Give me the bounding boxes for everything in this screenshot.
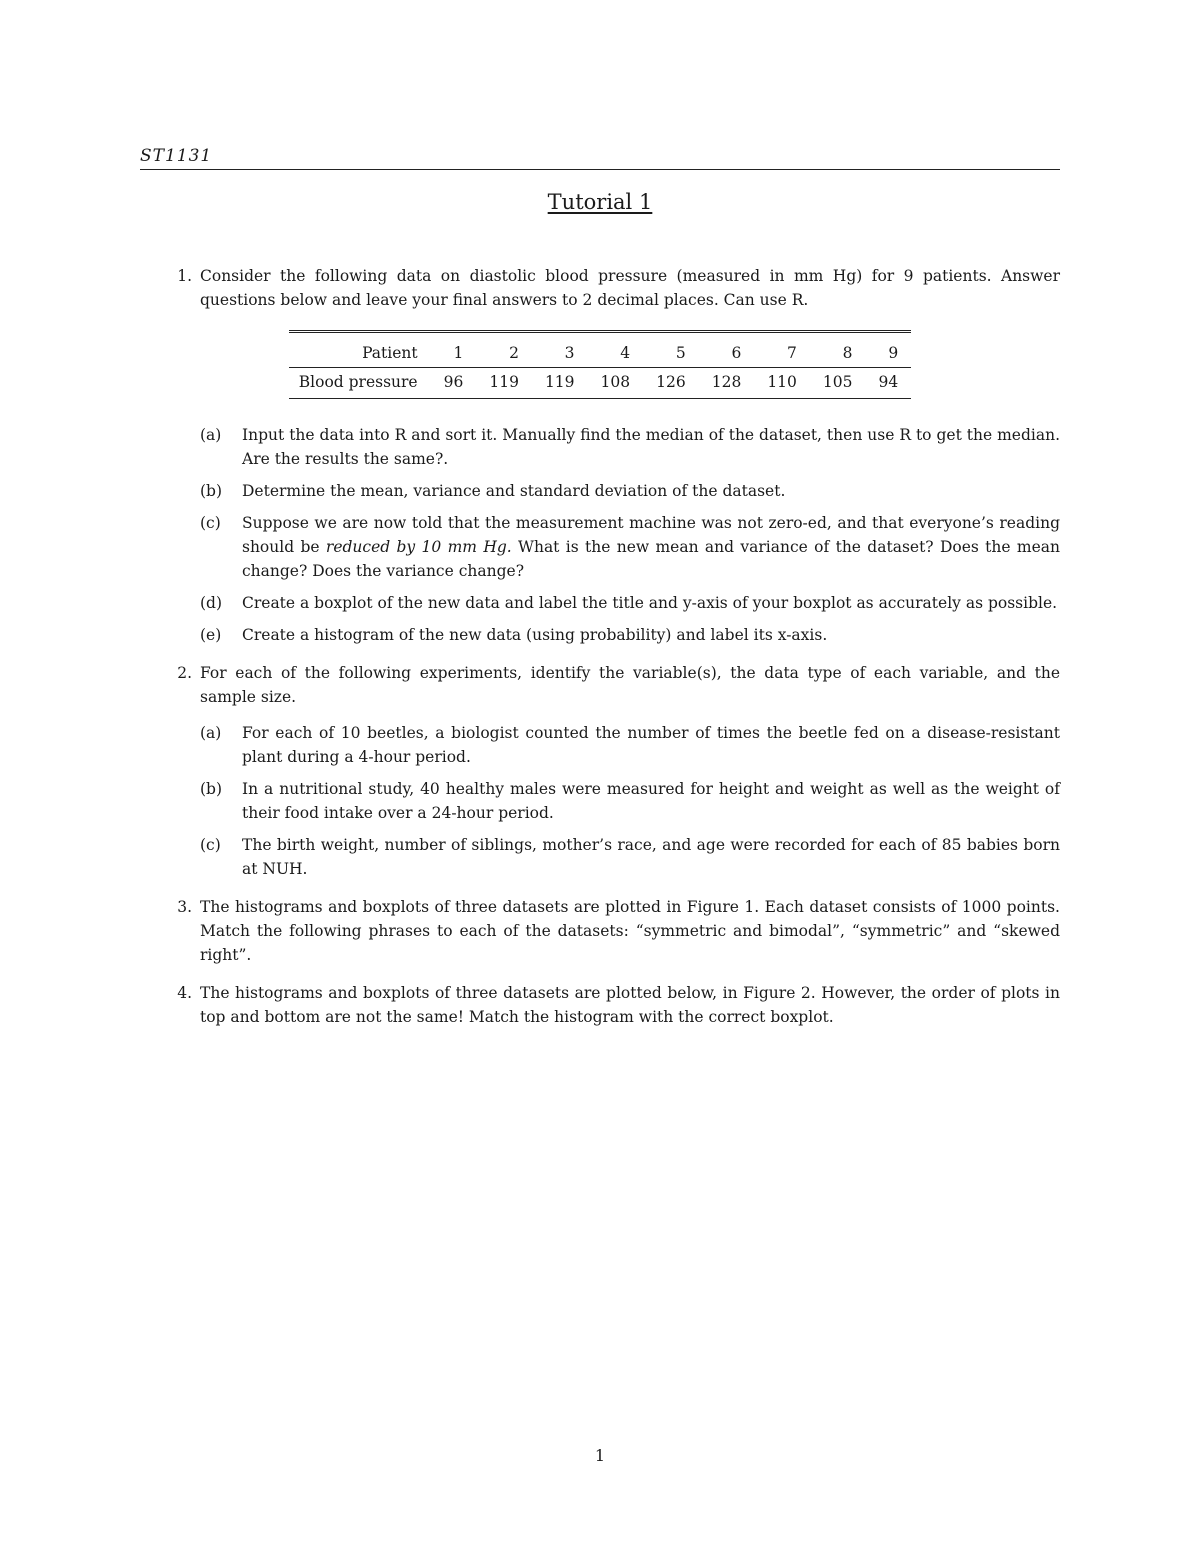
table-cell: 105 [822,373,853,391]
table-cell: 1 [431,332,477,368]
table-cell: 9 [866,332,912,368]
blood-pressure-table-wrap [200,330,1060,399]
question-text: Consider the following data on diastolic blood pressure (measured in mm Hg) for 9 patients. Answer questions below and leave your final answers to 2 decimal places. Can use R. [200,267,1060,309]
part-label: (c) [200,836,221,854]
question-part-b [200,777,1060,825]
question-text: For each of the following experiments, identify the variable(s), the data type of each variable, and the sample size. [200,664,1060,706]
question-1 [140,264,1060,647]
page-title [0,190,1200,214]
part-text: In a nutritional study, 40 healthy males were measured for height and weight as well as the weight of their food intake over a 24-hour period. [242,780,1060,822]
table-cell: 7 [754,332,810,368]
part-text: Create a boxplot of the new data and label the title and y-axis of your boxplot as accurately as possible. [242,594,1058,612]
table-cell: 119 [544,373,575,391]
question-number: 1. [177,267,192,285]
question-parts [200,721,1060,881]
part-text-emphasis: reduced by 10 mm Hg. [325,538,512,556]
part-text: For each of 10 beetles, a biologist counted the number of times the beetle fed on a disease-resistant plant during a 4-hour period. [242,724,1060,766]
page-number: 1 [594,1446,606,1465]
question-part-a [200,423,1060,471]
question-part-e [200,623,1060,647]
question-body [200,661,1060,881]
question-part-a [200,721,1060,769]
part-label: (d) [200,594,223,612]
page-title-text: Tutorial 1 [547,190,653,214]
table-cell: 8 [810,332,866,368]
table-row-label: Patient [289,332,431,368]
question-body [200,264,1060,647]
table-cell: 94 [878,373,899,391]
course-code: ST1131 [140,146,213,166]
part-text: Create a histogram of the new data (using probability) and label its x-axis. [242,626,828,644]
table-row-label: Blood pressure [298,373,418,391]
question-part-c [200,511,1060,583]
question-number: 2. [177,664,192,682]
table-cell: 96 [443,373,464,391]
table-cell: 3 [532,332,588,368]
question-2 [140,661,1060,881]
part-text [242,511,1060,583]
question-number: 4. [177,984,192,1002]
tutorial-content [140,264,1060,1043]
question-text: The histograms and boxplots of three datasets are plotted below, in Figure 2. However, the order of plots in top and bottom are not the same! Match the histogram with the correct boxplot. [200,984,1060,1026]
part-label: (b) [200,780,223,798]
table-cell: 119 [489,373,519,391]
table-cell: 128 [711,373,742,391]
question-part-c [200,833,1060,881]
table-cell: 6 [699,332,755,368]
table-cell: 2 [476,332,532,368]
question-number: 3. [177,898,192,916]
table-cell: 110 [767,373,797,391]
blood-pressure-table [289,330,911,399]
table-cell: 108 [600,373,631,391]
part-text: Determine the mean, variance and standard deviation of the dataset. [242,482,786,500]
table-cell: 126 [656,373,686,391]
part-label: (a) [200,724,222,742]
question-4 [140,981,1060,1029]
question-part-b [200,479,1060,503]
part-label: (b) [200,482,223,500]
part-label: (a) [200,426,222,444]
page-header [140,146,1060,170]
question-parts [200,423,1060,647]
part-text-end: What is the new mean and variance of the dataset? Does the mean change? Does the variance change? [242,538,1060,580]
table-row-blood-pressure [289,368,911,399]
part-label: (e) [200,626,222,644]
part-label: (c) [200,514,221,532]
part-text: Input the data into R and sort it. Manually find the median of the dataset, then use R to get the median. Are the results the same?. [242,426,1060,468]
question-part-d [200,591,1060,615]
table-row-patient [289,332,911,368]
part-text-start: Suppose we are now told that the measurement machine was not zero-ed, and that everyone’s reading should be [242,514,1060,556]
table-cell: 4 [588,332,644,368]
part-text: The birth weight, number of siblings, mother’s race, and age were recorded for each of 85 babies born at NUH. [242,836,1060,878]
table-cell: 5 [643,332,699,368]
question-text: The histograms and boxplots of three datasets are plotted in Figure 1. Each dataset consists of 1000 points. Match the following phrases to each of the datasets: “symmetric and bimodal”, “symmetric” and “skewed right”. [200,898,1060,964]
question-3 [140,895,1060,967]
